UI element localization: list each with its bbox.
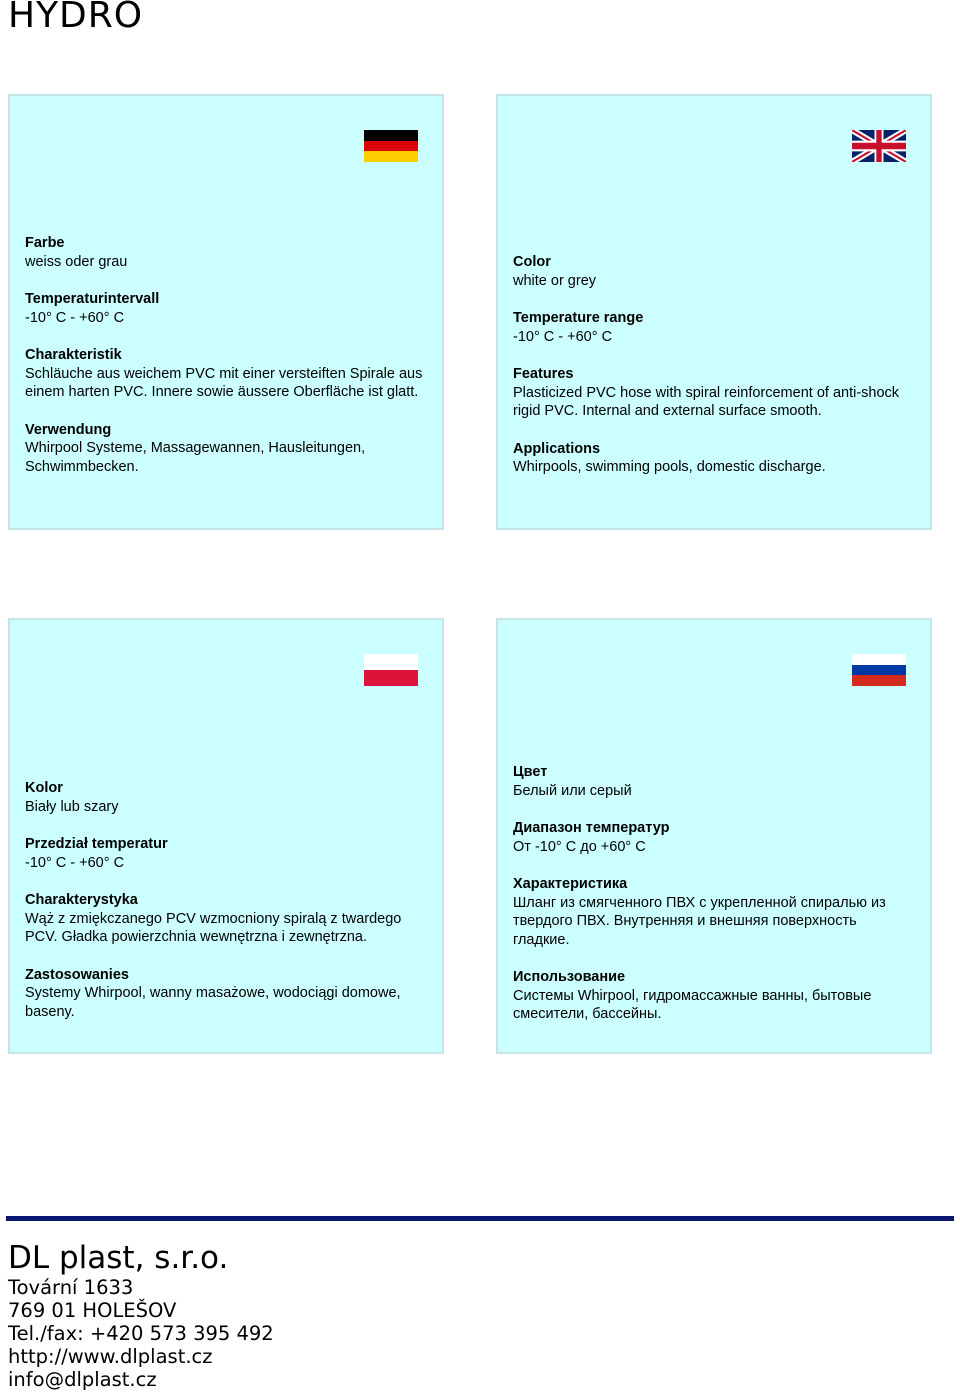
spec-text: -10° C - +60° C bbox=[25, 854, 125, 871]
company-website[interactable]: http://www.dlplast.cz bbox=[8, 1345, 213, 1368]
card-content bbox=[25, 234, 428, 495]
spec-text: white or grey bbox=[513, 272, 597, 289]
spec-heading: Farbe bbox=[25, 235, 65, 251]
spec-features bbox=[513, 365, 916, 421]
spec-features bbox=[25, 891, 428, 947]
spec-text: -10° C - +60° C bbox=[513, 328, 613, 345]
spec-heading: Charakterystyka bbox=[25, 892, 138, 908]
spec-text: Schläuche aus weichem PVC mit einer versteiften Spirale aus einem harten PVC. Innere sowie äussere Oberfläche ist glatt. bbox=[25, 365, 423, 400]
germany-flag-icon bbox=[364, 130, 418, 162]
spec-text: Systemy Whirpool, wanny masażowe, wodociągi domowe, baseny. bbox=[25, 985, 401, 1020]
spec-heading: Charakteristik bbox=[25, 347, 122, 363]
united-kingdom-flag-icon bbox=[852, 130, 906, 162]
spec-text: Whirpools, swimming pools, domestic discharge. bbox=[513, 459, 826, 475]
company-footer bbox=[8, 1240, 274, 1391]
spec-heading: Features bbox=[513, 366, 574, 382]
card-polish bbox=[8, 618, 444, 1054]
spec-text: Системы Whirpool, гидромассажные ванны, бытовые смесители, бассейны. bbox=[513, 987, 872, 1022]
spec-text: Plasticized PVC hose with spiral reinforcement of anti-shock rigid PVC. Internal and external surface smooth. bbox=[513, 384, 900, 419]
spec-heading: Zastosowanies bbox=[25, 966, 129, 983]
spec-heading: Color bbox=[513, 254, 551, 270]
spec-temperature bbox=[25, 835, 428, 872]
spec-heading: Цвет bbox=[513, 764, 548, 780]
company-email[interactable]: info@dlplast.cz bbox=[8, 1368, 157, 1391]
spec-color bbox=[513, 253, 916, 290]
spec-temperature bbox=[513, 309, 916, 346]
company-street: Tovární 1633 bbox=[8, 1276, 134, 1299]
spec-text: Whirpool Systeme, Massagewannen, Hausleitungen, Schwimmbecken. bbox=[25, 440, 366, 475]
spec-text: -10° C - +60° C bbox=[25, 309, 125, 326]
spec-text: Белый или серый bbox=[513, 782, 632, 799]
spec-temperature bbox=[25, 290, 428, 327]
spec-text: Biały lub szary bbox=[25, 798, 119, 815]
spec-color bbox=[25, 779, 428, 816]
russia-flag-icon bbox=[852, 654, 906, 686]
company-phone: Tel./fax: +420 573 395 492 bbox=[8, 1322, 274, 1345]
spec-heading: Диапазон температур bbox=[513, 820, 670, 836]
spec-color bbox=[25, 234, 428, 271]
spec-applications bbox=[513, 440, 916, 477]
card-content bbox=[25, 779, 428, 1040]
card-content bbox=[513, 253, 916, 496]
page-title: HYDRO bbox=[8, 0, 144, 36]
spec-heading: Verwendung bbox=[25, 421, 112, 438]
spec-applications bbox=[25, 966, 428, 1022]
spec-temperature bbox=[513, 819, 916, 856]
card-content bbox=[513, 763, 916, 1043]
spec-applications bbox=[25, 421, 428, 477]
spec-text: weiss oder grau bbox=[25, 253, 128, 270]
card-english bbox=[496, 94, 932, 530]
spec-text: Шланг из смягченного ПВХ с укрепленной спиралью из твердого ПВХ. Внутренняя и внешняя поверхность гладкие. bbox=[513, 894, 886, 948]
spec-color bbox=[513, 763, 916, 800]
spec-applications bbox=[513, 968, 916, 1024]
spec-heading: Характеристика bbox=[513, 876, 628, 892]
spec-heading: Kolor bbox=[25, 780, 63, 796]
spec-features bbox=[25, 346, 428, 402]
spec-heading: Temperature range bbox=[513, 310, 644, 326]
company-name: DL plast, s.r.o. bbox=[8, 1240, 229, 1276]
spec-heading: Temperaturintervall bbox=[25, 291, 160, 307]
footer-divider bbox=[6, 1216, 954, 1221]
spec-heading: Использование bbox=[513, 969, 626, 985]
poland-flag-icon bbox=[364, 654, 418, 686]
company-city: 769 01 HOLEŠOV bbox=[8, 1299, 177, 1322]
spec-text: Wąż z zmiękczanego PCV wzmocniony spiralą z twardego PCV. Gładka powierzchnia wewnętrzna i zewnętrzna. bbox=[25, 910, 402, 945]
spec-heading: Applications bbox=[513, 440, 601, 457]
spec-text: От -10° C до +60° C bbox=[513, 838, 646, 855]
card-german bbox=[8, 94, 444, 530]
spec-features bbox=[513, 875, 916, 949]
spec-heading: Przedział temperatur bbox=[25, 836, 168, 852]
card-russian bbox=[496, 618, 932, 1054]
